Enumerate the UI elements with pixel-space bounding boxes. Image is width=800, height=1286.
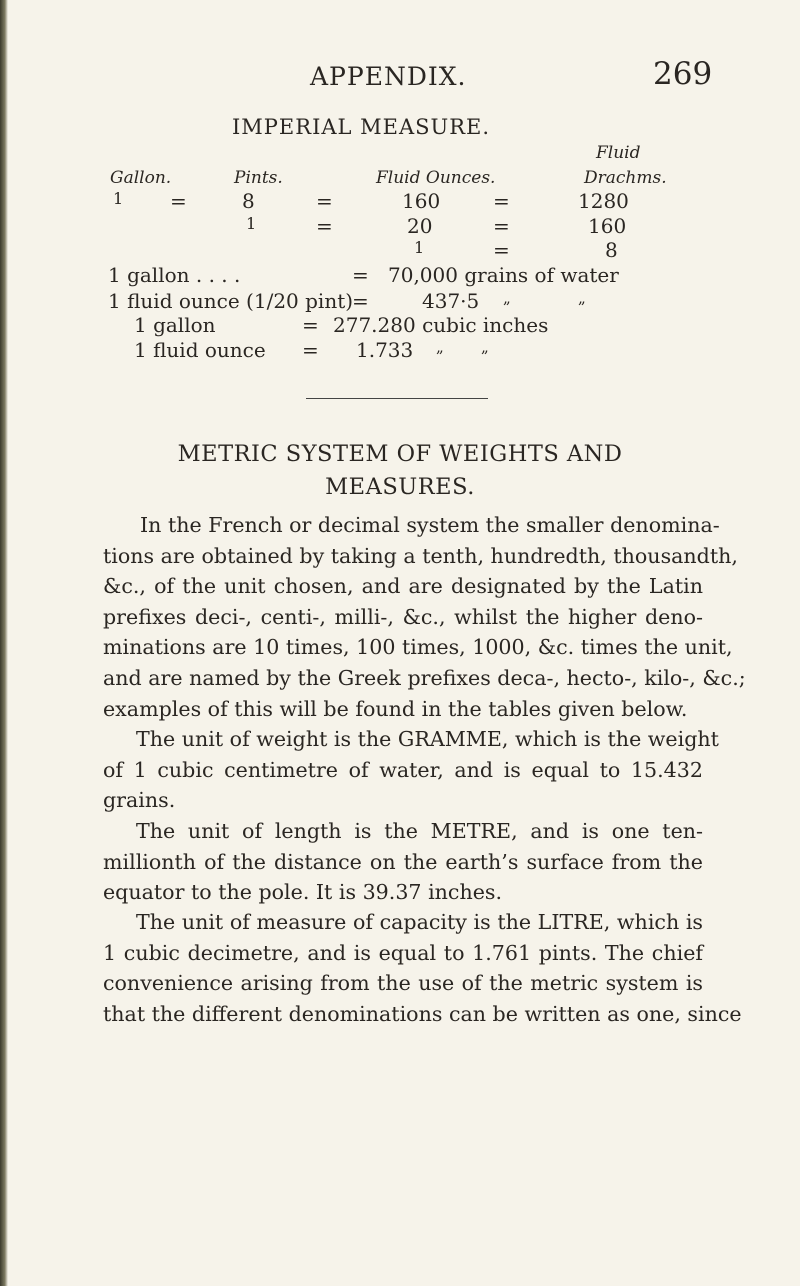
equiv3-label: 1 gallon: [134, 313, 216, 337]
header-gallon: Gallon.: [110, 168, 172, 188]
header-pints: Pints.: [234, 168, 283, 188]
metric-heading-line2: MEASURES.: [325, 474, 475, 500]
row2-ounces: 20: [407, 214, 433, 238]
p1-line: examples of this will be found in the tables given below.: [103, 696, 688, 721]
equiv2-ditto1: „: [503, 289, 511, 307]
row1-gallon: 1: [113, 189, 124, 208]
row2-eq3: =: [493, 214, 510, 238]
equiv2-eq: =: [352, 289, 369, 313]
page-number: 269: [653, 56, 713, 92]
equiv4-value: 1.733: [356, 338, 414, 362]
p3-line: The unit of length is the METRE, and is one ten-: [136, 819, 703, 843]
p1-line: and are named by the Greek prefixes deca-, hecto-, kilo-, &c.;: [103, 665, 746, 690]
section-divider: [306, 398, 488, 399]
p3-line: millionth of the distance on the earth’s surface from the: [103, 849, 703, 874]
equiv1-value: 70,000 grains of water: [388, 263, 619, 287]
paragraph-unit-capacity: [103, 907, 742, 1029]
p1-line: &c., of the unit chosen, and are designated by the Latin: [103, 574, 703, 599]
p4-line: convenience arising from the use of the metric system is: [103, 971, 703, 996]
equiv2-value: 437·5: [422, 289, 480, 313]
p1-line: prefixes deci-, centi-, milli-, &c., whilst the higher deno-: [103, 604, 703, 629]
equiv4-ditto1: „: [436, 338, 444, 356]
equiv3-value: 277.280 cubic inches: [333, 313, 549, 337]
row1-eq1: =: [170, 189, 187, 213]
equiv4-eq: =: [302, 338, 319, 362]
equiv2-ditto2: „: [578, 289, 586, 307]
p1-line: In the French or decimal system the smaller denomina-: [140, 513, 720, 537]
row1-eq3: =: [493, 189, 510, 213]
equiv3-eq: =: [302, 313, 319, 337]
header-drachms: Drachms.: [584, 168, 667, 188]
p2-line: grains.: [103, 788, 176, 813]
p1-line: minations are 10 times, 100 times, 1000, &c. times the unit,: [103, 635, 733, 660]
p2-line: of 1 cubic centimetre of water, and is equal to 15.432: [103, 757, 703, 782]
row3-ounces: 1: [414, 238, 425, 257]
header-fluid-ounces: Fluid Ounces.: [376, 168, 496, 188]
row1-pints: 8: [242, 189, 255, 213]
paragraph-unit-weight: [103, 724, 719, 816]
row1-eq2: =: [316, 189, 333, 213]
row1-drachms: 1280: [578, 189, 629, 213]
imperial-measure-title: IMPERIAL MEASURE.: [232, 115, 491, 139]
p4-line: that the different denominations can be written as one, since: [103, 1001, 742, 1026]
equiv1-eq: =: [352, 263, 369, 287]
paragraph-unit-length: [103, 816, 703, 908]
paragraph-decimal-system: [103, 510, 746, 724]
page-binding-edge: [0, 0, 8, 1286]
p4-line: The unit of measure of capacity is the LITRE, which is: [136, 910, 703, 934]
row2-drachms: 160: [588, 214, 627, 238]
running-title: APPENDIX.: [310, 62, 467, 91]
equiv2-label: 1 fluid ounce (1/20 pint): [108, 289, 354, 313]
header-fluid: Fluid: [596, 143, 641, 163]
p1-line: tions are obtained by taking a tenth, hundredth, thousandth,: [103, 543, 738, 568]
equiv4-ditto2: „: [481, 338, 489, 356]
row3-eq3: =: [493, 238, 510, 262]
equiv1-label: 1 gallon . . . .: [108, 263, 241, 287]
running-head: [0, 56, 800, 102]
row1-ounces: 160: [402, 189, 441, 213]
p2-line: The unit of weight is the GRAMME, which is the weight: [136, 727, 719, 751]
metric-heading-line1: METRIC SYSTEM OF WEIGHTS AND: [177, 441, 623, 467]
equiv4-label: 1 fluid ounce: [134, 338, 266, 362]
p4-line: 1 cubic decimetre, and is equal to 1.761 pints. The chief: [103, 940, 703, 965]
row2-pints: 1: [246, 214, 257, 233]
row3-drachms: 8: [605, 238, 618, 262]
row2-eq2: =: [316, 214, 333, 238]
p3-line: equator to the pole. It is 39.37 inches.: [103, 880, 503, 905]
